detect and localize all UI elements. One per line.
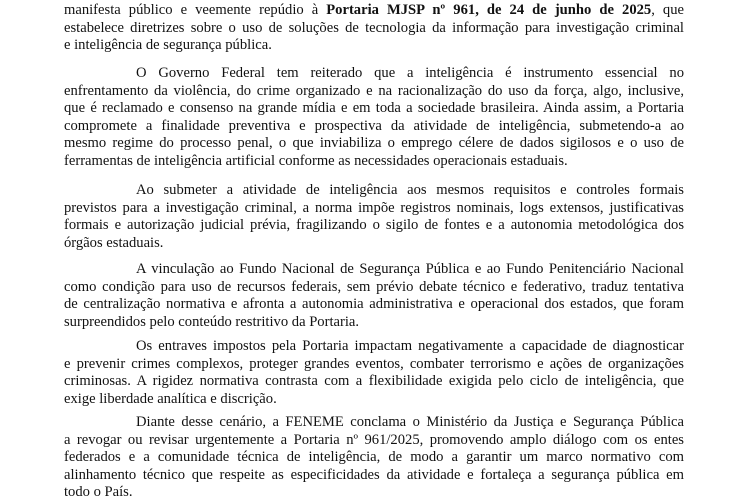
paragraph-line: enfrentamento da violência, do crime organizado e na racionalização do uso da força, algo, inclusive, (64, 82, 684, 99)
paragraph-line: A vinculação ao Fundo Nacional de Segurança Pública e ao Fundo Penitenciário Nacional (136, 261, 684, 277)
paragraph-line: Ao submeter a atividade de inteligência aos mesmos requisitos e controles formais (136, 182, 684, 198)
paragraph-line (64, 2, 684, 20)
paragraph-funds (64, 261, 684, 331)
paragraph-conclusion (64, 414, 684, 500)
paragraph-line: compromete a finalidade preventiva e prospectiva da atividade de inteligência, submetendo-a ao (64, 117, 684, 134)
text-run: , que (651, 2, 684, 18)
paragraph-line: a revogar ou revisar urgentemente a Portaria nº 961/2025, promovendo amplo diálogo com os entes (64, 431, 684, 448)
paragraph-line: O Governo Federal tem reiterado que a inteligência é instrumento essencial no (136, 65, 684, 81)
paragraph-government (64, 65, 684, 171)
paragraph-line: estabelece diretrizes sobre o uso de soluções de tecnologia da informação para investigação criminal (64, 19, 684, 36)
paragraph-line: como condição para uso de recursos federais, sem prévio debate técnico e federativo, traduz tentativa (64, 278, 684, 295)
paragraph-line: previstos para a investigação criminal, a norma impõe registros nominais, logs extensos, justificativas (64, 199, 684, 216)
text-run: manifesta público e veemente repúdio à (64, 2, 327, 18)
paragraph-line: formais e autorização judicial prévia, fragilizando o sigilo de fontes e a autonomia metodológica dos (64, 217, 684, 234)
paragraph-line: exige liberdade analítica e discrição. (64, 390, 277, 407)
paragraph-line: ferramentas de inteligência artificial conforme as necessidades operacionais estaduais. (64, 152, 568, 169)
paragraph-intro (64, 2, 684, 55)
paragraph-line: criminosas. A rigidez normativa contrasta com a flexibilidade exigida pelo ciclo de inteligência, que (64, 373, 684, 390)
paragraph-requirements (64, 182, 684, 252)
paragraph-line: mesmo regime do processo penal, o que inviabiliza o emprego célere de dados sigilosos e o uso de (64, 135, 684, 152)
paragraph-line: federados e a comunidade técnica de inteligência, de modo a garantir um marco normativo com (64, 449, 684, 466)
paragraph-obstacles (64, 338, 684, 408)
paragraph-line: de centralização normativa e afronta a autonomia administrativa e operacional dos estados, que foram (64, 296, 684, 313)
paragraph-line: Diante desse cenário, a FENEME conclama o Ministério da Justiça e Segurança Pública (136, 414, 684, 430)
paragraph-line: que é reclamado e consenso na grande mídia e em toda a sociedade brasileira. Ainda assim, a Portaria (64, 100, 684, 117)
paragraph-line: órgãos estaduais. (64, 234, 164, 251)
paragraph-line: alinhamento técnico que respeite as especificidades da atividade e fortaleça a segurança pública em (64, 466, 684, 483)
paragraph-line: surpreendidos pelo conteúdo restritivo da Portaria. (64, 313, 360, 330)
paragraph-line: e prevenir crimes complexos, proteger grandes eventos, combater terrorismo e ações de organizações (64, 355, 684, 372)
portaria-reference: Portaria MJSP nº 961, de 24 de junho de 2025 (326, 2, 652, 18)
paragraph-line: e inteligência de segurança pública. (64, 37, 272, 54)
paragraph-line: Os entraves impostos pela Portaria impactam negativamente a capacidade de diagnosticar (136, 338, 684, 354)
paragraph-line: todo o País. (64, 484, 133, 500)
